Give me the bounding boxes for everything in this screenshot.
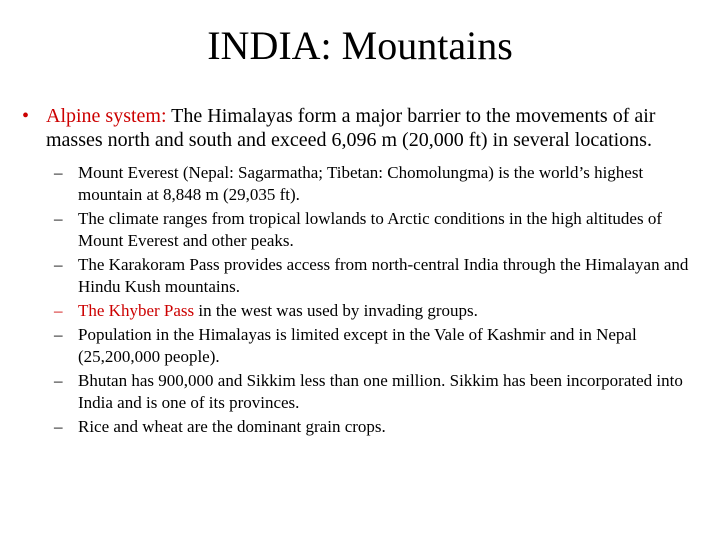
sub-item-bhutan-sikkim [22,370,692,414]
sub-item-text: in the west was used by invading groups. [194,301,478,320]
khyber-pass-highlight: The Khyber Pass [78,301,195,320]
sub-item-everest [22,162,692,206]
sub-item-karakoram [22,254,692,298]
sub-item-text: The climate ranges from tropical lowlands to Arctic conditions in the high altitudes of Mount Everest and other peaks. [78,209,662,250]
sub-item-text: Bhutan has 900,000 and Sikkim less than one million. Sikkim has been incorporated into India and is one of its provinces. [78,371,683,412]
dash-marker: – [54,209,63,228]
dash-marker: – [54,371,63,390]
sub-bullet-list [22,162,692,438]
dash-marker: – [54,325,63,344]
sub-item-population [22,324,692,368]
dash-marker: – [54,417,63,436]
alpine-system-text: The Himalayas form a major barrier to the movements of air masses north and south and exceed 6,096 m (20,000 ft) in several locations. [46,105,656,151]
dash-marker: – [54,163,63,182]
bullet-marker: • [22,105,30,127]
dash-marker: – [54,301,63,320]
dash-marker: – [54,255,63,274]
bullet-alpine-system [22,104,692,152]
sub-item-text: The Karakoram Pass provides access from north-central India through the Himalayan and Hindu Kush mountains. [78,255,689,296]
sub-item-crops [22,416,692,438]
slide-content [22,104,692,440]
sub-item-text: Mount Everest (Nepal: Sagarmatha; Tibetan: Chomolungma) is the world’s highest mountain at 8,848 m (29,035 ft). [78,163,644,204]
sub-item-khyber [22,300,692,322]
sub-item-climate [22,208,692,252]
slide-title: INDIA: Mountains [207,23,513,68]
sub-item-text: Rice and wheat are the dominant grain crops. [78,417,386,436]
alpine-system-label: Alpine system: [46,105,167,127]
sub-item-text: Population in the Himalayas is limited except in the Vale of Kashmir and in Nepal (25,200,000 people). [78,325,637,366]
